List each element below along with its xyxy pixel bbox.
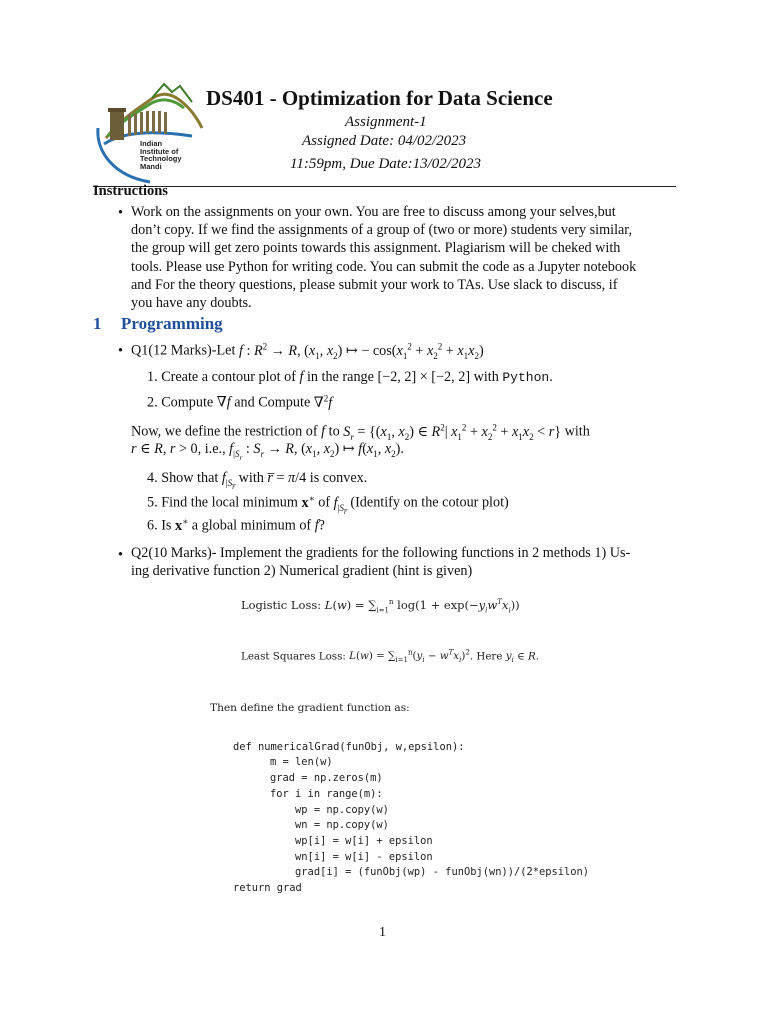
- restriction-text: with: [564, 423, 590, 440]
- q2-line: Q2(10 Marks)- Implement the gradients for the following functions in 2 methods 1) Us-: [131, 545, 631, 561]
- math-f: f: [299, 369, 304, 385]
- item-text: in the range: [306, 369, 374, 385]
- instructions-line: the group will get zero points towards this assignment. Plagiarism will be cheked with: [131, 240, 621, 257]
- q1-restriction-line-1: [131, 422, 590, 442]
- bullet: •: [118, 547, 123, 563]
- math-restricted-map: $f_{|S_r}$ : $S_r \to R$, ($x_1$, $x_2$) ↦ $f(x_1$, $x_2$).: [229, 441, 404, 462]
- institute-line: Technology: [140, 154, 182, 164]
- item-number: 2.: [147, 394, 158, 411]
- code-line: grad = np.zeros(m): [245, 772, 383, 785]
- math-gradient: ∇f: [216, 394, 231, 411]
- least-squares-formula: [241, 649, 539, 664]
- logistic-math: $L(w) = \sum_{i=1}^n$ $\log(1 + \exp(-y_iw^Tx_i))$: [324, 598, 520, 615]
- math-hessian: ∇$^2$f: [313, 393, 333, 411]
- q2-line: ing derivative function 2) Numerical gradient (hint is given): [131, 563, 473, 579]
- item-text: is convex.: [309, 470, 368, 486]
- logistic-loss-formula: [241, 598, 520, 614]
- page-number: 1: [379, 925, 386, 940]
- least-math-domain: $y_i$ ∈ R.: [505, 650, 540, 665]
- q1-item-2: [147, 393, 332, 412]
- math-rbar: r̅ = π/4: [267, 470, 307, 486]
- least-label: Least Squares Loss:: [241, 650, 346, 663]
- least-tail: . Here: [469, 650, 503, 663]
- document-title: DS401 - Optimization for Data Science: [206, 86, 553, 110]
- item-number: 5.: [147, 494, 158, 511]
- item-text: .: [549, 369, 553, 385]
- code-line: return grad: [233, 882, 302, 895]
- item-text: Create a contour plot of: [161, 369, 296, 385]
- instructions-line: tools. Please use Python for writing code. You can submit the code as a Jupyter notebook: [131, 258, 637, 275]
- code-line: wp[i] = w[i] + epsilon: [245, 834, 433, 847]
- restriction-text: Now, we define the restriction of: [131, 423, 318, 440]
- instructions-line: Work on the assignments on your own. You are free to discuss among your selves,but: [131, 204, 616, 220]
- item-text: a global minimum of: [191, 517, 312, 534]
- code-line: def numericalGrad(funObj, w,epsilon):: [233, 740, 465, 753]
- institute-line: Indian: [140, 139, 163, 148]
- item-text: Find the local minimum: [161, 494, 298, 511]
- item-text: Show that: [161, 470, 219, 486]
- q1-label: Q1(12 Marks)-Let: [131, 342, 236, 359]
- instructions-line: don’t copy. If we find the assignments of a group of (two or more) students very similar,: [131, 222, 633, 239]
- bullet: •: [118, 205, 123, 221]
- q1-item-4: [147, 470, 367, 491]
- institute-name: [140, 140, 206, 170]
- q1-restriction-line-2: [131, 441, 404, 462]
- item-number: 6.: [147, 517, 158, 534]
- item-text: and Compute: [234, 394, 311, 411]
- assigned-date: Assigned Date: 04/02/2023: [302, 133, 467, 149]
- item-text: Is: [161, 517, 172, 534]
- item-text: with: [473, 369, 499, 385]
- item-text: (Identify on the cotour plot): [350, 494, 509, 511]
- assignment-label: Assignment-1: [345, 114, 427, 130]
- section-title: Programming: [121, 314, 223, 333]
- item-text: with: [238, 470, 264, 486]
- bullet: •: [118, 343, 123, 359]
- item-text: of: [318, 494, 331, 511]
- math-xstar: x∗: [301, 493, 315, 511]
- code-block: [233, 724, 589, 912]
- restriction-text: to: [328, 423, 340, 440]
- institute-line: Mandi: [140, 161, 162, 171]
- item-number: 1.: [147, 369, 158, 385]
- math-restriction: $f_{|S_{r̅}}$: [333, 494, 347, 516]
- q1-statement: [131, 341, 484, 361]
- institute-logo: [92, 80, 204, 188]
- institute-line: Institute of: [140, 146, 179, 156]
- math-set: $S_r = \{(x_1$, $x_2$) ∈ $R^2|$ $x_1^2 + x_2^2 + x_1x_2 < r$}: [343, 422, 562, 442]
- due-date: 11:59pm, Due Date:13/02/2023: [290, 156, 481, 172]
- restriction-text: , i.e.,: [197, 441, 226, 457]
- item-text: ?: [318, 517, 325, 534]
- code-line: grad[i] = (funObj(wp) - funObj(wn))/(2*epsilon): [245, 866, 590, 879]
- math-range: [−2, 2] × [−2, 2]: [377, 369, 471, 385]
- q1-function-math: f : $R^2 \to R$, ($x_1$, $x_2$) ↦ − $\cos(x_1^2 + x_2^2 + x_1x_2)$: [238, 341, 484, 361]
- code-line: wn[i] = w[i] - epsilon: [245, 850, 433, 863]
- instructions-heading: Instructions: [93, 183, 168, 199]
- item-number: 4.: [147, 470, 158, 486]
- code-line: m = len(w): [245, 756, 333, 769]
- section-number: 1: [93, 314, 102, 333]
- code-line: for i in range(m):: [245, 787, 383, 800]
- math-f: f: [321, 423, 326, 440]
- least-math: $L(w) = \sum_{i=1}^n(y_i - w^Tx_i)^2$: [349, 649, 470, 665]
- instructions-paragraph: [131, 203, 676, 312]
- q1-item-5: [147, 493, 509, 515]
- instructions-line: and For the theory questions, please submit your work to TAs. Use slack to discuss, if: [131, 276, 618, 293]
- instructions-line: you have any doubts.: [131, 295, 252, 312]
- math-r-domain: r ∈ R, r > 0: [131, 441, 198, 457]
- gradient-intro: Then define the gradient function as:: [210, 702, 410, 714]
- code-line: wn = np.copy(w): [245, 819, 389, 832]
- math-f: f: [314, 517, 319, 534]
- math-xstar: x∗: [174, 516, 189, 534]
- q1-item-1: [147, 369, 553, 386]
- logistic-label: Logistic Loss:: [241, 598, 322, 612]
- python-keyword: Python: [502, 370, 550, 385]
- header-divider: [93, 186, 676, 187]
- item-text: Compute: [161, 394, 214, 411]
- code-line: wp = np.copy(w): [245, 803, 389, 816]
- q1-item-6: [147, 516, 325, 535]
- math-restriction: $f_{|S_{r̅}}$: [221, 470, 236, 491]
